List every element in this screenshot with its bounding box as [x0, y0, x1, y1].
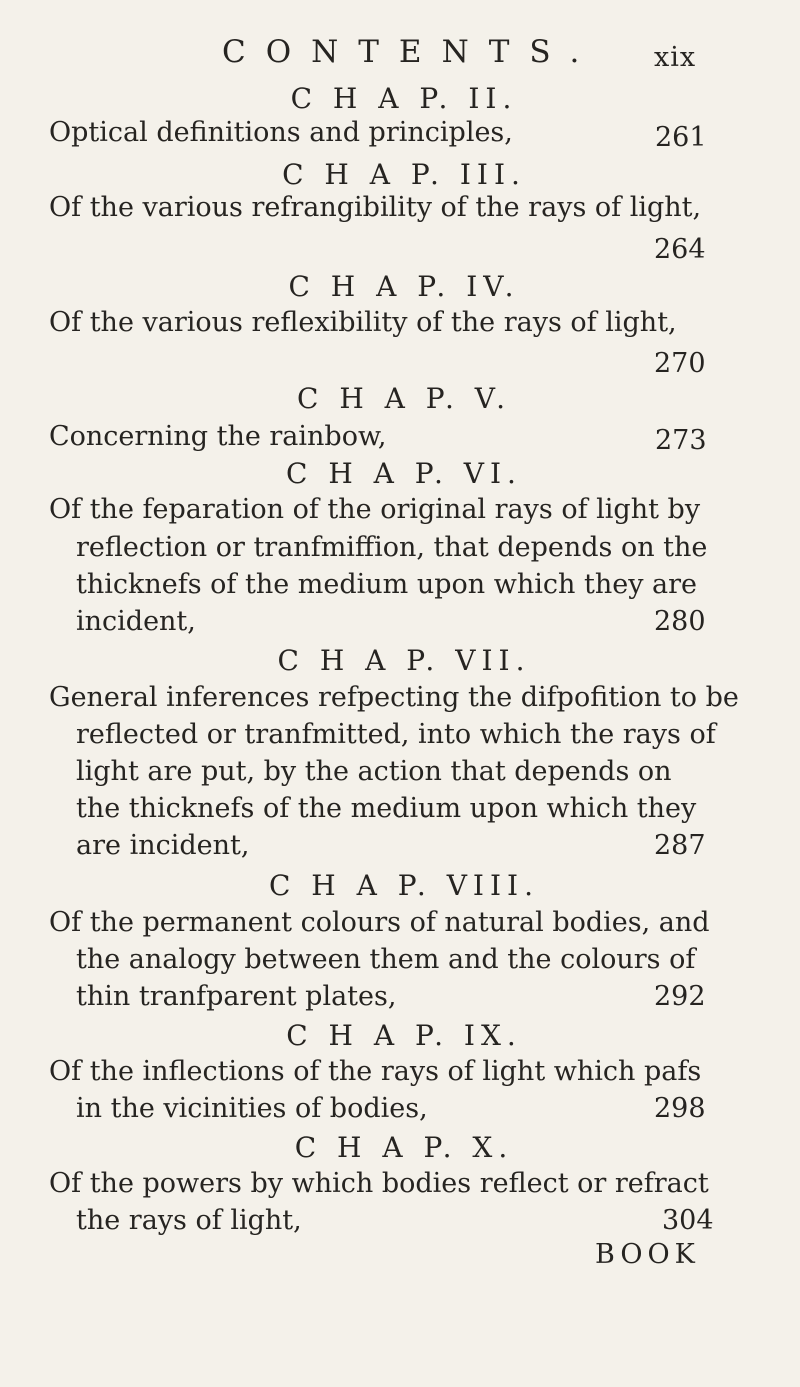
entry-text-2: Optical definitions and principles,	[49, 117, 513, 148]
chapter-heading-8: C H A P. VIII.	[268, 869, 540, 902]
chapter-heading-3: C H A P. III.	[282, 158, 526, 191]
entry-text-6-line-3: thicknefs of the medium upon which they are	[76, 569, 698, 600]
entry-page-5: 273	[655, 425, 707, 456]
entry-text-9-line-1: Of the inflections of the rays of light which pafs	[49, 1056, 702, 1087]
entry-page-10: 304	[662, 1205, 714, 1236]
entry-text-4: Of the various reflexibility of the rays of light,	[49, 307, 677, 338]
chapter-heading-10: C H A P. X.	[294, 1131, 514, 1164]
entry-text-7-line-2: reflected or tranfmitted, into which the rays of	[76, 719, 716, 750]
chapter-heading-9: C H A P. IX.	[286, 1019, 522, 1052]
entry-page-4: 270	[654, 348, 706, 379]
entry-page-8: 292	[654, 981, 706, 1012]
entry-text-9-line-2: in the vicinities of bodies,	[76, 1093, 428, 1124]
chapter-heading-4: C H A P. IV.	[288, 270, 520, 303]
entry-text-7-line-4: the thicknefs of the medium upon which they	[76, 793, 697, 824]
chapter-heading-6: C H A P. VI.	[286, 457, 522, 490]
entry-text-10-line-2: the rays of light,	[76, 1205, 302, 1236]
entry-text-5: Concerning the rainbow,	[49, 421, 387, 452]
entry-text-7-line-1: General inferences refpecting the difpofition to be	[49, 682, 739, 713]
entry-page-2: 261	[655, 122, 707, 153]
entry-text-6-line-1: Of the feparation of the original rays of light by	[49, 494, 701, 525]
entry-text-8-line-2: the analogy between them and the colours of	[76, 944, 696, 975]
chapter-heading-2: C H A P. II.	[290, 82, 518, 115]
entry-text-10-line-1: Of the powers by which bodies reflect or refract	[49, 1168, 709, 1199]
chapter-heading-7: C H A P. VII.	[277, 644, 531, 677]
entry-text-7-line-5: are incident,	[76, 830, 250, 861]
entry-page-9: 298	[654, 1093, 706, 1124]
page-number: xix	[654, 42, 697, 73]
entry-page-3: 264	[654, 234, 706, 265]
running-title: CONTENTS.	[222, 34, 600, 70]
entry-text-3: Of the various refrangibility of the rays of light,	[49, 192, 702, 223]
entry-text-6-line-2: reflection or tranfmiffion, that depends on the	[76, 532, 708, 563]
catchword: BOOK	[595, 1239, 700, 1270]
entry-text-7-line-3: light are put, by the action that depends on	[76, 756, 672, 787]
entry-text-8-line-1: Of the permanent colours of natural bodies, and	[49, 907, 710, 938]
chapter-heading-5: C H A P. V.	[297, 382, 511, 415]
entry-page-6: 280	[654, 606, 706, 637]
entry-text-8-line-3: thin tranfparent plates,	[76, 981, 397, 1012]
entry-page-7: 287	[654, 830, 706, 861]
entry-text-6-line-4: incident,	[76, 606, 196, 637]
